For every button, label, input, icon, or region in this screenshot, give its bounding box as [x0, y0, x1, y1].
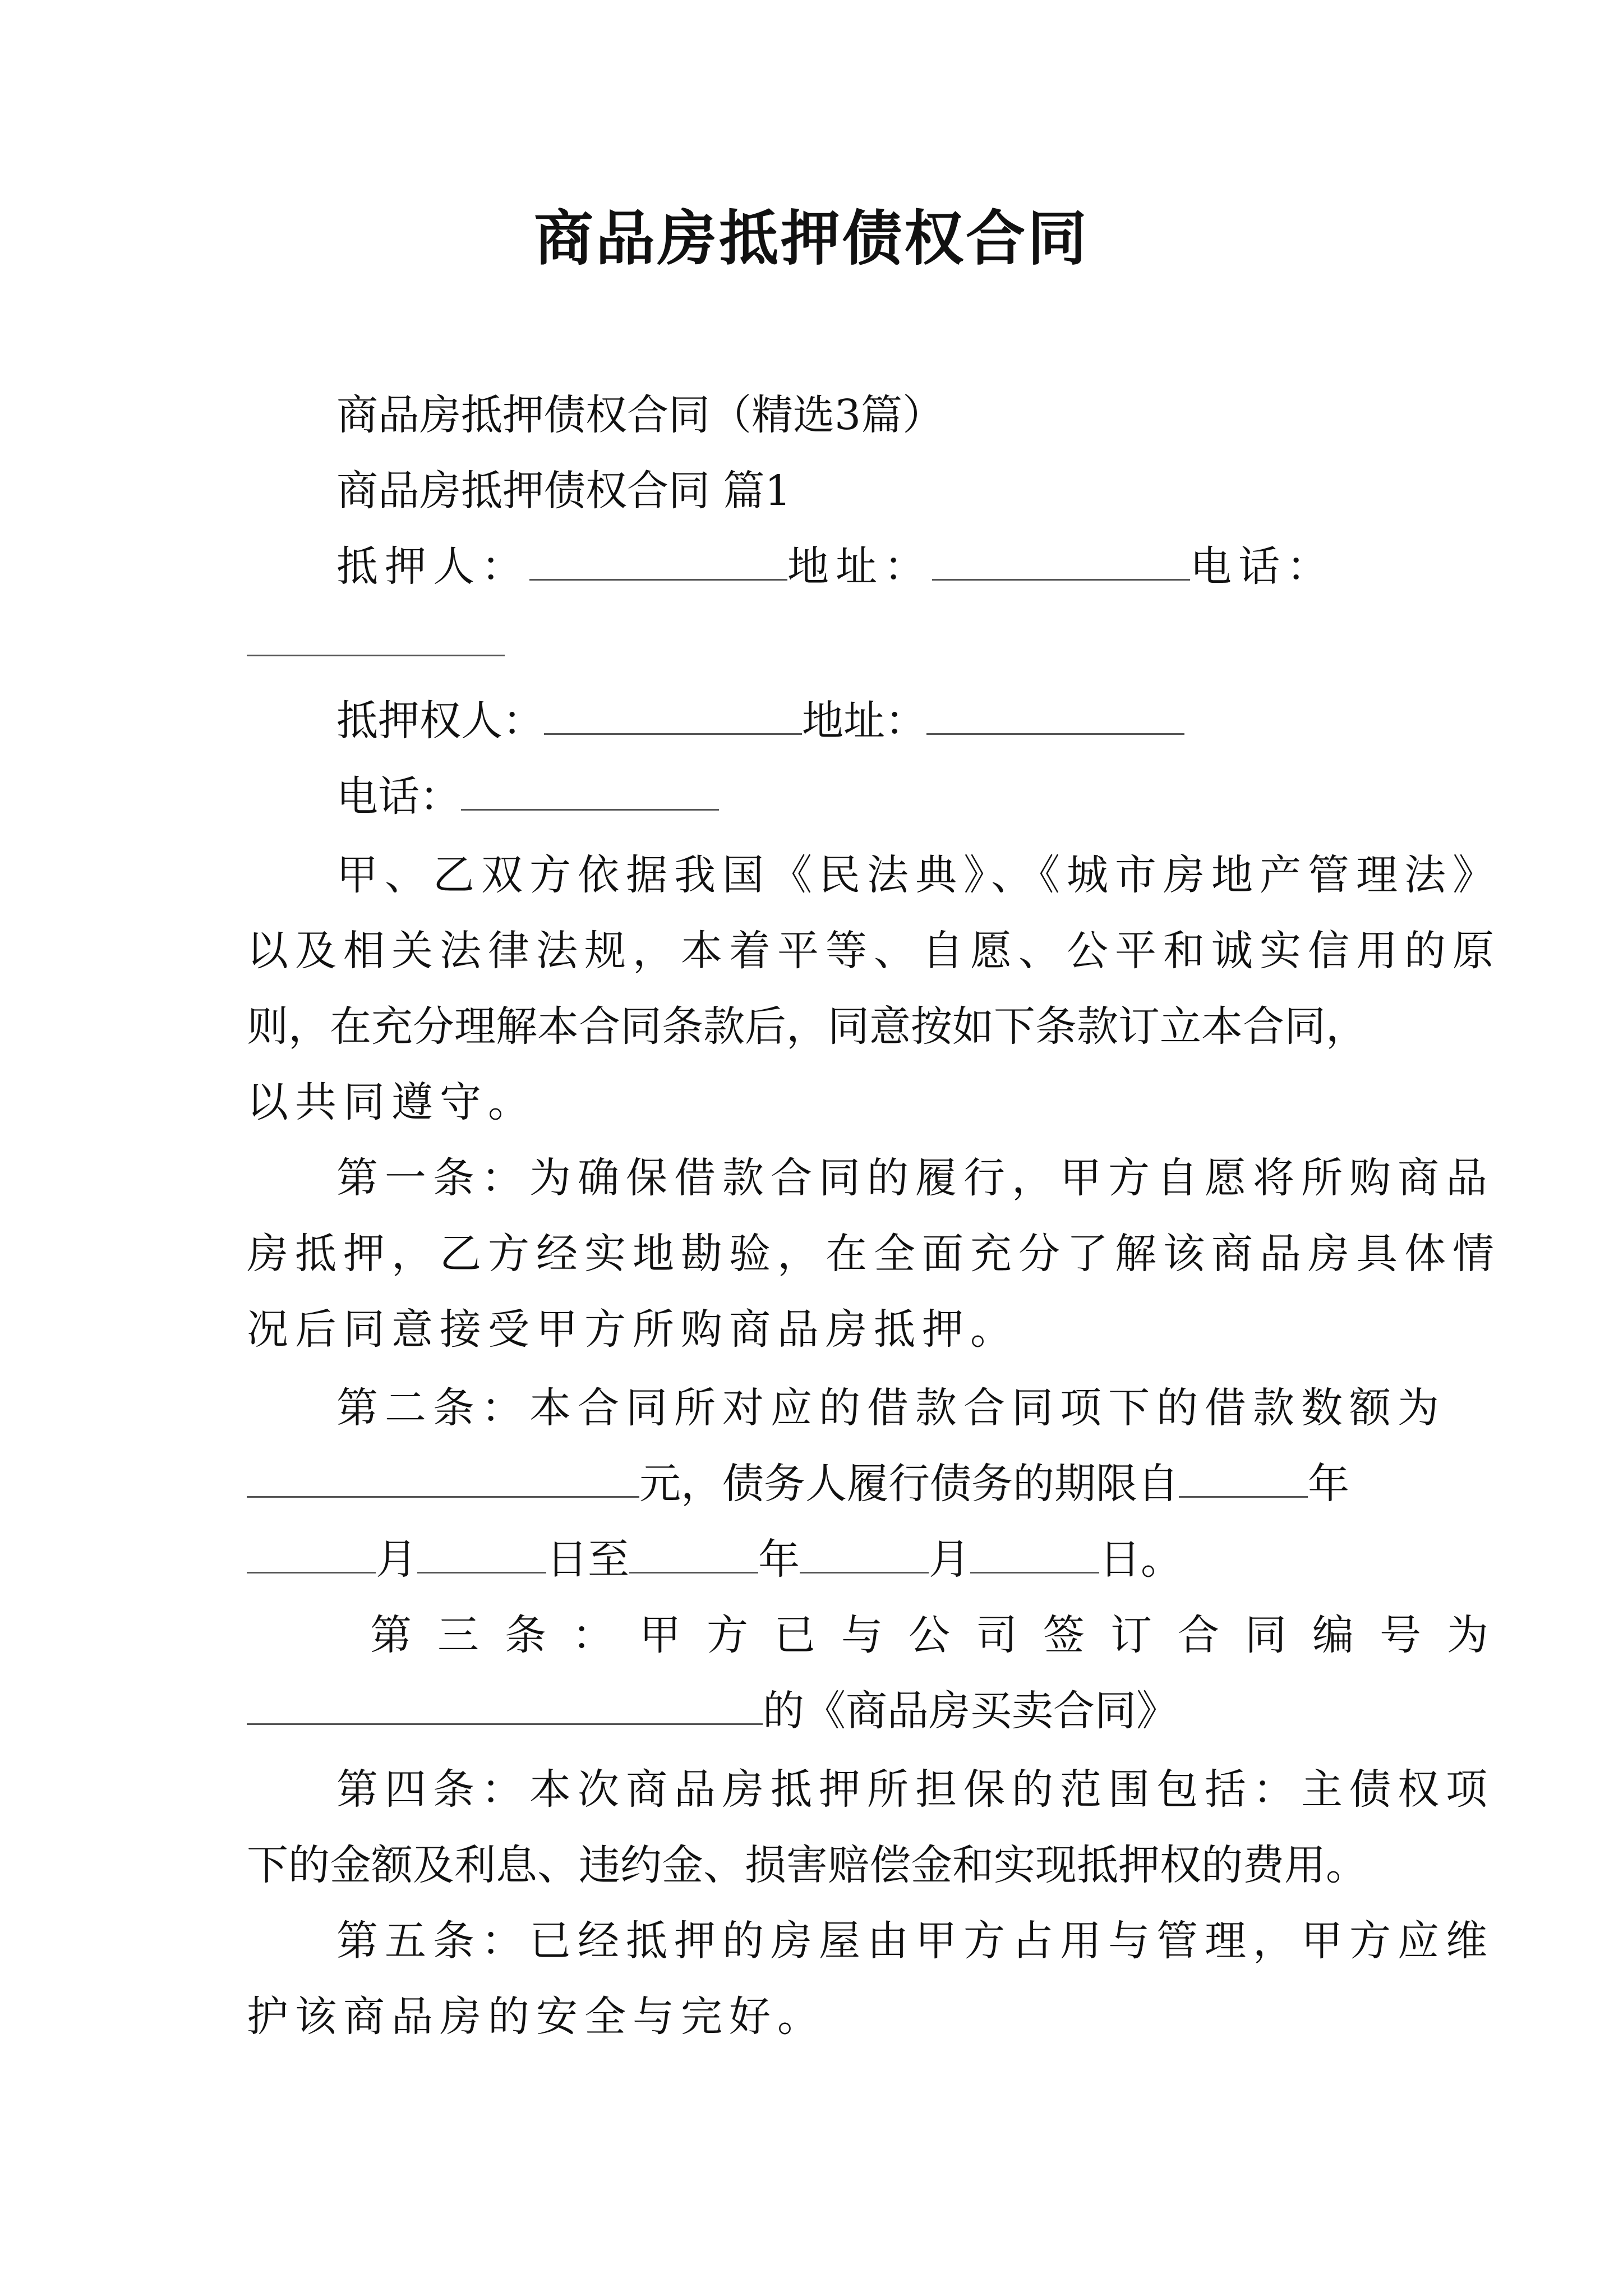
- start-year-field: [1179, 1461, 1308, 1498]
- end-month-field: [800, 1537, 929, 1573]
- article2-amount-line: [247, 1456, 1380, 1512]
- mortgagor-name-field: [529, 544, 787, 581]
- document-title: 商品房抵押债权合同: [534, 203, 1089, 273]
- mortgagor-label: 抵押人：: [336, 542, 529, 591]
- year-unit: 年: [1308, 1460, 1349, 1508]
- loan-amount-field: [247, 1461, 639, 1498]
- article2-amount-suffix: 元，债务人履行债务的期限自: [639, 1460, 1179, 1508]
- preamble-line: 甲、乙双方依据我国《民法典》、《城市房地产管理法》: [336, 851, 1501, 899]
- day-end-text: 日。: [1099, 1535, 1182, 1584]
- article4-line: 下的金额及利息、违约金、损害赔偿金和实现抵押权的费用。: [247, 1841, 1367, 1889]
- subtitle: 商品房抵押债权合同（精选3篇）: [336, 391, 944, 439]
- mortgagee-address-label: 地址：: [802, 697, 926, 745]
- article4-line: 第四条：本次商品房抵押所担保的范围包括：主债权项: [336, 1765, 1494, 1814]
- mortgagee-phone-line: [336, 769, 1380, 825]
- mortgagee-phone-label: 电话：: [336, 772, 461, 821]
- mortgagor-address-field: [932, 544, 1190, 581]
- start-day-field: [417, 1537, 546, 1573]
- mortgagee-phone-field: [461, 774, 719, 811]
- article3-line: 第三条：甲方已与公司签订合同编号为: [370, 1611, 1514, 1659]
- article3-contract-line: [247, 1683, 1380, 1739]
- article5-line: 第五条：已经抵押的房屋由甲方占用与管理，甲方应维: [336, 1917, 1494, 1965]
- mortgagee-name-field: [544, 698, 802, 735]
- mortgagor-phone-field: [247, 620, 505, 656]
- preamble-line: 以及相关法律法规，本着平等、自愿、公平和诚实信用的原: [247, 927, 1501, 975]
- end-year-field: [629, 1537, 758, 1573]
- mortgagee-label: 抵押权人：: [336, 697, 544, 745]
- preamble-line: 以共同遵守。: [247, 1078, 536, 1126]
- end-day-field: [970, 1537, 1099, 1573]
- contract-number-field: [247, 1688, 763, 1725]
- mortgagee-address-field: [926, 698, 1184, 735]
- article1-line: 房抵押，乙方经实地勘验，在全面充分了解该商品房具体情: [247, 1230, 1501, 1278]
- mortgagor-phone-label: 电话：: [1190, 542, 1335, 591]
- mortgagor-phone-line: [247, 614, 1380, 670]
- article1-line: 况后同意接受甲方所购商品房抵押。: [247, 1305, 1018, 1354]
- article5-line: 护该商品房的安全与完好。: [247, 1993, 826, 2041]
- month-unit: 月: [376, 1535, 417, 1584]
- month-unit: 月: [929, 1535, 970, 1584]
- article2-date-line: [247, 1531, 1380, 1588]
- chapter-heading: 商品房抵押债权合同 篇1: [336, 467, 791, 515]
- mortgagor-address-label: 地址：: [787, 542, 932, 591]
- article1-line: 第一条：为确保借款合同的履行，甲方自愿将所购商品: [336, 1154, 1494, 1202]
- preamble-line: 则，在充分理解本合同条款后，同意按如下条款订立本合同，: [247, 1002, 1367, 1051]
- year-unit: 年: [758, 1535, 800, 1584]
- day-to-text: 日至: [546, 1535, 629, 1584]
- article2-line: 第二条：本合同所对应的借款合同项下的借款数额为: [336, 1384, 1446, 1432]
- mortgagee-line: [336, 693, 1380, 749]
- start-month-field: [247, 1537, 376, 1573]
- mortgagor-line: [336, 539, 1380, 595]
- article3-suffix: 的《商品房买卖合同》: [763, 1687, 1178, 1735]
